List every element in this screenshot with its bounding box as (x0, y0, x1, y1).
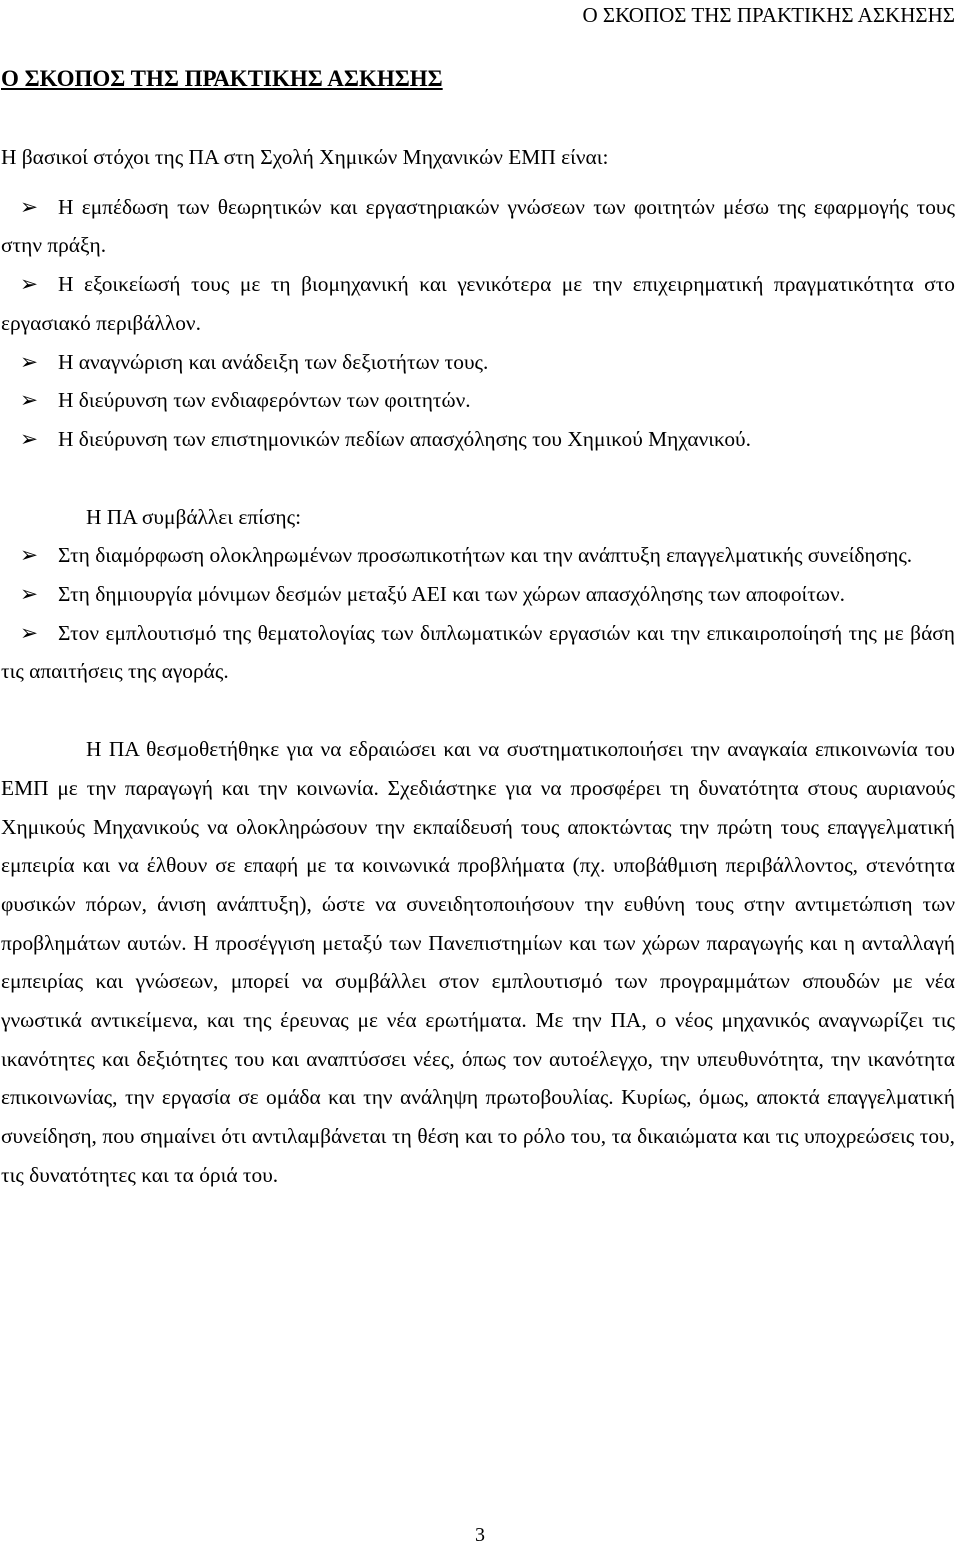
arrow-bullet-icon: ➢ (20, 349, 38, 374)
list-item (1, 381, 955, 420)
list-item-text: Στη διαμόρφωση ολοκληρωμένων προσωπικοτήτων και την ανάπτυξη επαγγελματικής συνείδησης. (58, 543, 913, 568)
running-header: Ο ΣΚΟΠΟΣ ΤΗΣ ΠΡΑΚΤΙΚΗΣ ΑΣΚΗΣΗΣ (582, 3, 955, 27)
goals-list (1, 188, 955, 459)
arrow-bullet-icon: ➢ (20, 582, 38, 607)
list-item-text: Η αναγνώριση και ανάδειξη των δεξιοτήτων τους. (58, 349, 489, 374)
arrow-bullet-icon: ➢ (20, 620, 38, 645)
list-item (1, 575, 955, 614)
arrow-bullet-icon: ➢ (20, 194, 38, 219)
list-item (1, 188, 955, 265)
body-paragraph: Η ΠΑ θεσμοθετήθηκε για να εδραιώσει και να συστηματικοποιήσει την αναγκαία επικοινωνία του ΕΜΠ με την παραγωγή και την κοινωνία. Σχεδιάστηκε για να προσφέρει τη δυνατότητα στους αυριανούς Χημικούς Μηχανικούς να ολοκληρώσουν την εκπαίδευσή τους αποκτώντας την πρώτη τους επαγγελματική εμπειρία και να έλθουν σε επαφή με τα κοινωνικά προβλήματα (πχ. υποβάθμιση περιβάλλοντος, στενότητα φυσικών πόρων, άνιση ανάπτυξη), ώστε να συνειδητοποιήσουν την ευθύνη τους στην αντιμετώπιση των προβλημάτων αυτών. Η προσέγγιση μεταξύ των Πανεπιστημίων και των χώρων παραγωγής και η ανταλλαγή εμπειρίας και γνώσεων, μπορεί να συμβάλλει στον εμπλουτισμό των προγραμμάτων σπουδών με νέα γνωστικά αντικείμενα, και της έρευνας με νέα ερωτήματα. Με την ΠΑ, ο νέος μηχανικός αναγνωρίζει τις ικανότητες και δεξιότητες του και αναπτύσσει νέες, όπως τον αυτοέλεγχο, την υπευθυνότητα, την ικανότητα επικοινωνίας, την εργασία σε ομάδα και την ανάληψη πρωτοβουλίας. Κυρίως, όμως, αποκτά επαγγελματική συνείδηση, που σημαίνει ότι αντιλαμβάνεται τη θέση και το ρόλο του, τα δικαιώματα και τις υποχρεώσεις του, τις δυνατότητες και τα όριά του. (1, 737, 955, 1187)
contributions-list (1, 536, 955, 691)
list-item (1, 343, 955, 382)
list-item-text: Η διεύρυνση των ενδιαφερόντων των φοιτητών. (58, 388, 471, 413)
section-content (1, 138, 955, 1195)
arrow-bullet-icon: ➢ (20, 272, 38, 297)
list-item-text: Στον εμπλουτισμό της θεματολογίας των διπλωματικών εργασιών και την επικαιροποίησή της με βάση τις απαιτήσεις της αγοράς. (1, 620, 955, 684)
arrow-bullet-icon: ➢ (20, 388, 38, 413)
goals-intro: Η βασικοί στόχοι της ΠΑ στη Σχολή Χημικών Μηχανικών ΕΜΠ είναι: (1, 145, 609, 169)
list-item (1, 420, 955, 459)
list-item (1, 614, 955, 691)
list-item (1, 265, 955, 342)
contribution-intro: Η ΠΑ συμβάλλει επίσης: (86, 504, 302, 529)
section-title: Ο ΣΚΟΠΟΣ ΤΗΣ ΠΡΑΚΤΙΚΗΣ ΑΣΚΗΣΗΣ (1, 66, 443, 91)
arrow-bullet-icon: ➢ (20, 543, 38, 568)
list-item-text: Η εξοικείωσή τους με τη βιομηχανική και γενικότερα με την επιχειρηματική πραγματικότητα στο εργασιακό περιβάλλον. (1, 272, 955, 335)
arrow-bullet-icon: ➢ (20, 426, 38, 451)
list-item-text: Η εμπέδωση των θεωρητικών και εργαστηριακών γνώσεων των φοιτητών μέσω της εφαρμογής τους στην πράξη. (1, 194, 955, 258)
list-item-text: Στη δημιουργία μόνιμων δεσμών μεταξύ ΑΕΙ και των χώρων απασχόλησης των αποφοίτων. (58, 582, 845, 607)
page-number: 3 (475, 1524, 485, 1546)
list-item-text: Η διεύρυνση των επιστημονικών πεδίων απασχόλησης του Χημικού Μηχανικού. (58, 426, 751, 451)
list-item (1, 536, 955, 575)
